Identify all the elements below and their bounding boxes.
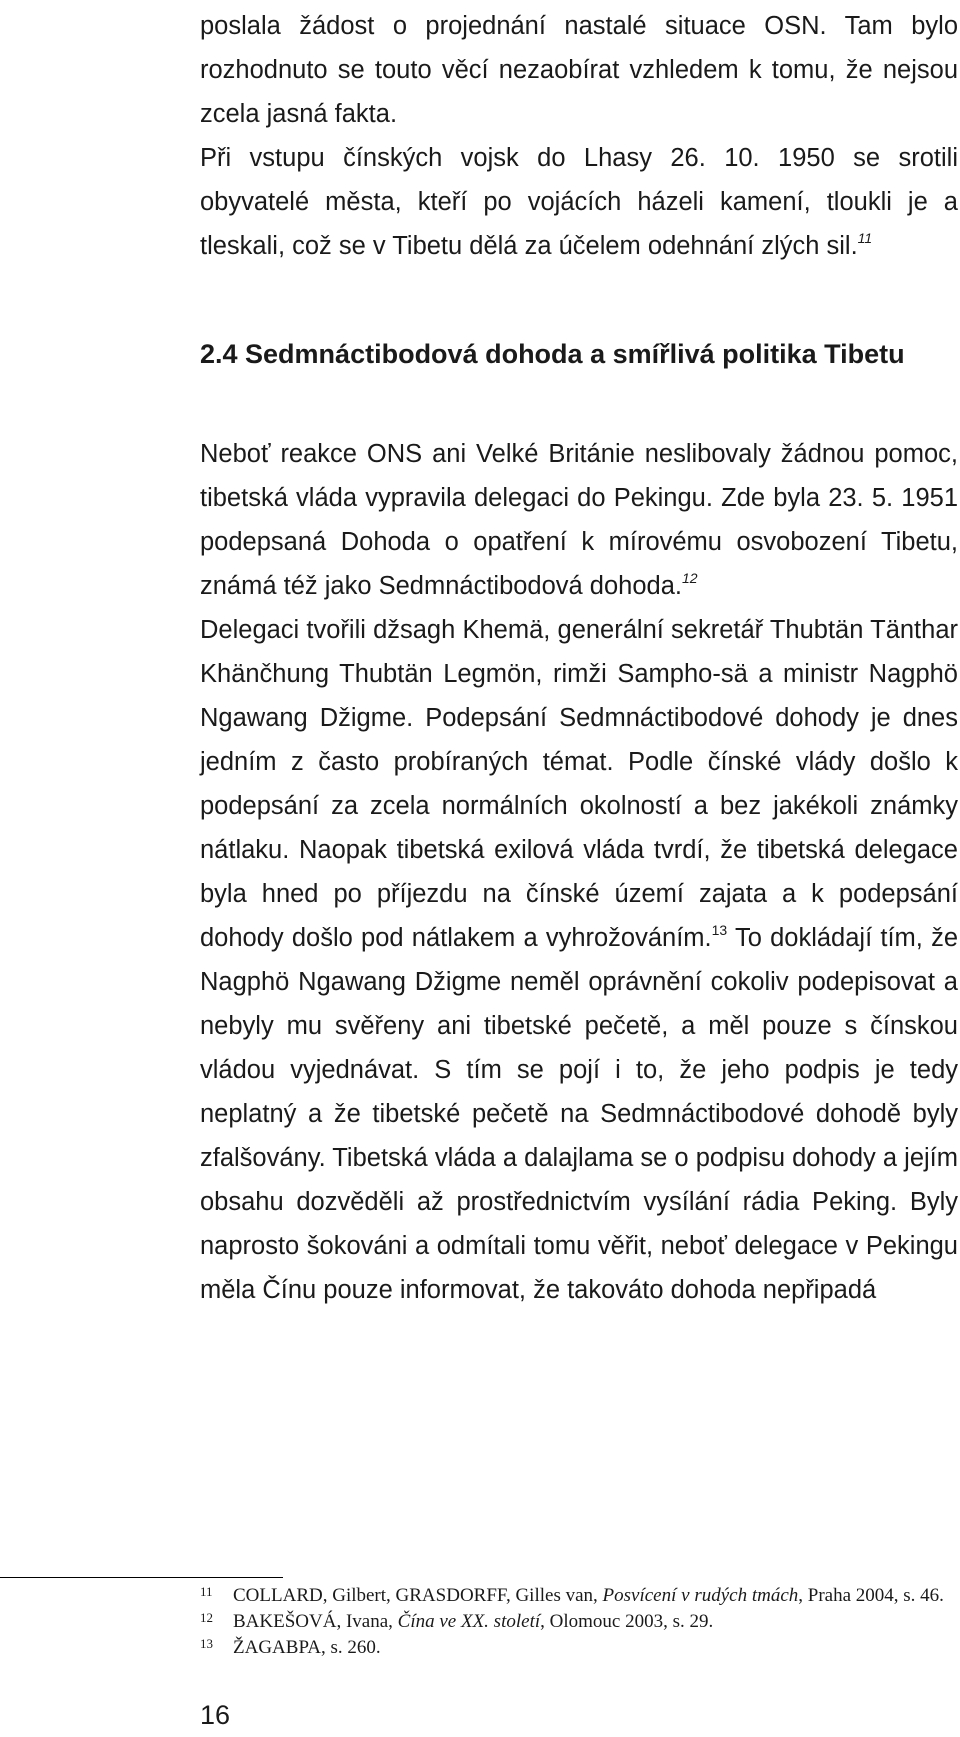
footnotes [200,1583,958,1661]
footnote-authors: BAKEŠOVÁ, Ivana, [233,1611,398,1632]
paragraph-signing-text-b: To dokládají tím, že Nagphö Ngawang Džigme neměl oprávnění cokoliv podepisovat a nebyly mu svěřeny ani tibetské pečetě, a měl pouze s čínskou vládou vyjednávat. S tím se pojí i to, že jeho podpis je tedy neplatný a že tibetské pečetě na Sedmnáctibodové dohodě byly zfalšovány. Tibetská vláda a dalajlama se o podpisu dohody a jejím obsahu dozvěděli až prostřednictvím vysílání rádia Peking. Byly naprosto šokováni a odmítali tomu věřit, neboť delegace v Pekingu měla Čínu pouze informovat, že takováto dohoda nepřipadá [200,924,958,1304]
footnote-11 [200,1583,958,1609]
footnote-separator [0,1577,283,1578]
footnote-number: 13 [200,1636,213,1651]
paragraph-osn-text: poslala žádost o projednání nastalé situace OSN. Tam bylo rozhodnuto se touto věcí nezaobírat vzhledem k tomu, že nejsou zcela jasná fakta. [200,12,958,128]
paragraph-top [200,4,958,268]
footnote-ref-11: 11 [857,230,873,246]
footnote-13 [200,1635,958,1661]
paragraph-osn [200,4,958,136]
footnote-12 [200,1609,958,1635]
footnote-publication: , Praha 2004, s. 46. [798,1585,944,1606]
paragraph-lhasa [200,136,958,268]
footnote-title: Čína ve XX. století [397,1611,541,1632]
paragraph-lhasa-text: Při vstupu čínských vojsk do Lhasy 26. 10. 1950 se srotili obyvatelé města, kteří po vojácích házeli kamení, tloukli je a tleskali, což se v Tibetu dělá za účelem odehnání zlých sil. [200,144,958,260]
footnote-number: 11 [200,1584,213,1599]
footnote-publication: , Olomouc 2003, s. 29. [540,1611,714,1632]
footnote-text [233,1635,958,1661]
paragraph-delegation [200,432,958,608]
footnote-authors: ŽAGABPA, s. 260. [233,1637,381,1658]
paragraph-signing [200,608,958,1312]
section-heading: 2.4 Sedmnáctibodová dohoda a smířlivá politika Tibetu [200,339,905,369]
paragraph-delegation-text: Neboť reakce ONS ani Velké Británie neslibovaly žádnou pomoc, tibetská vláda vypravila delegaci do Pekingu. Zde byla 23. 5. 1951 podepsaná Dohoda o opatření k mírovému osvobození Tibetu, známá též jako Sedmnáctibodová dohoda. [200,440,958,600]
footnote-text [233,1583,958,1609]
footnote-number: 12 [200,1610,213,1625]
paragraph-signing-text-a: Delegaci tvořili džsagh Khemä, generální sekretář Thubtän Tänthar Khänčhung Thubtän Legmön, rimži Sampho-sä a ministr Nagphö Ngawang Džigme. Podepsání Sedmnáctibodové dohody je dnes jedním z často probíraných témat. Podle čínské vlády došlo k podepsání za zcela normálních okolností a bez jakékoli známky nátlaku. Naopak tibetská exilová vláda tvrdí, že tibetská delegace byla hned po příjezdu na čínské území zajata a k podepsání dohody došlo pod nátlakem a vyhrožováním. [200,616,958,952]
footnote-text [233,1609,958,1635]
footnote-title: Posvícení v rudých tmách [602,1585,799,1606]
page-number: 16 [200,1700,231,1730]
paragraph-main [200,432,958,1312]
footnote-authors: COLLARD, Gilbert, GRASDORFF, Gilles van, [233,1585,603,1606]
footnote-ref-13: 13 [711,922,728,938]
footnote-ref-12: 12 [682,570,698,586]
